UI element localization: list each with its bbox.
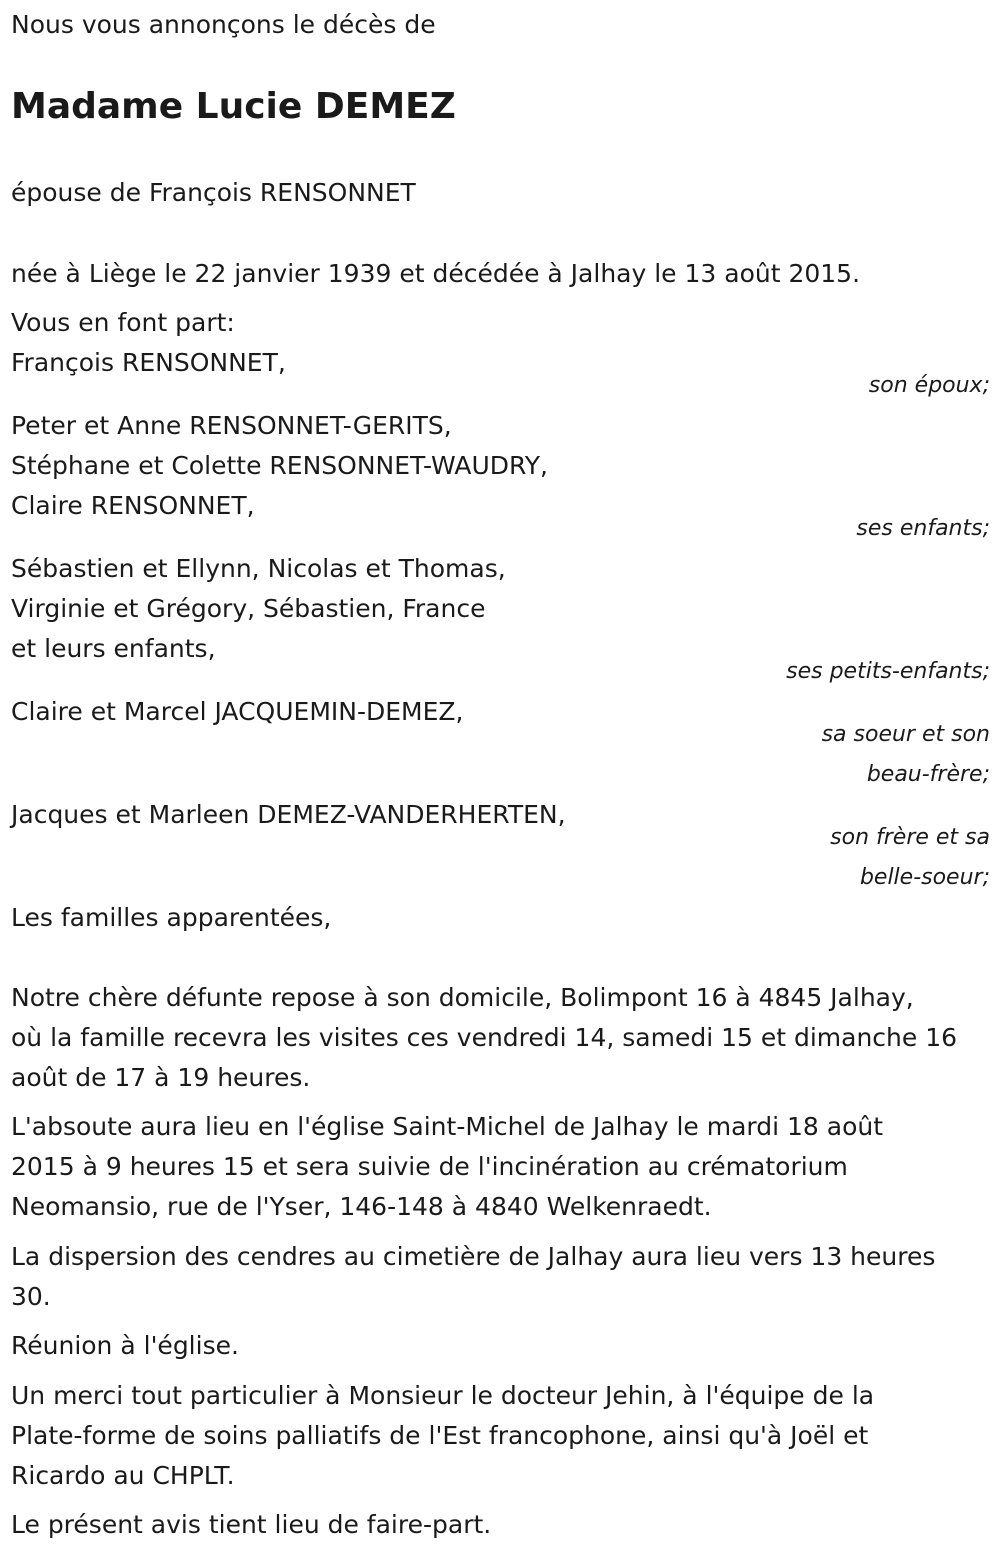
- paragraph-line: Neomansio, rue de l'Yser, 146-148 à 4840 Welkenraedt.: [11, 1192, 712, 1221]
- announcers-intro: Vous en font part:: [11, 308, 235, 337]
- paragraph-line: Le présent avis tient lieu de faire-part.: [11, 1510, 492, 1539]
- family-name-line: François RENSONNET,: [11, 348, 286, 377]
- spouse-line: épouse de François RENSONNET: [11, 178, 416, 207]
- deceased-name: Madame Lucie DEMEZ: [11, 86, 456, 127]
- intro-line: Nous vous annonçons le décès de: [11, 10, 436, 39]
- paragraph-line: 30.: [11, 1282, 51, 1311]
- family-relation: beau-frère;: [866, 762, 990, 787]
- family-relation: sa soeur et son: [821, 722, 990, 747]
- family-name-line: Stéphane et Colette RENSONNET-WAUDRY,: [11, 451, 548, 480]
- family-name-line: Jacques et Marleen DEMEZ-VANDERHERTEN,: [11, 800, 566, 829]
- paragraph-line: Notre chère défunte repose à son domicile, Bolimpont 16 à 4845 Jalhay,: [11, 983, 914, 1012]
- paragraph-line: L'absoute aura lieu en l'église Saint-Michel de Jalhay le mardi 18 août: [11, 1112, 884, 1141]
- family-name-line: Sébastien et Ellynn, Nicolas et Thomas,: [11, 554, 506, 583]
- family-name-line: Claire et Marcel JACQUEMIN-DEMEZ,: [11, 697, 464, 726]
- family-name-line: Les familles apparentées,: [11, 903, 332, 932]
- family-name-line: Peter et Anne RENSONNET-GERITS,: [11, 411, 452, 440]
- paragraph-line: La dispersion des cendres au cimetière de Jalhay aura lieu vers 13 heures: [11, 1242, 936, 1271]
- paragraph-line: où la famille recevra les visites ces vendredi 14, samedi 15 et dimanche 16: [11, 1023, 958, 1052]
- birth-death-line: née à Liège le 22 janvier 1939 et décédée à Jalhay le 13 août 2015.: [11, 259, 861, 288]
- family-relation: son époux;: [868, 373, 990, 398]
- paragraph-line: 2015 à 9 heures 15 et sera suivie de l'incinération au crématorium: [11, 1152, 848, 1181]
- paragraph-line: août de 17 à 19 heures.: [11, 1063, 311, 1092]
- paragraph-line: Plate-forme de soins palliatifs de l'Est francophone, ainsi qu'à Joël et: [11, 1421, 869, 1450]
- family-name-line: et leurs enfants,: [11, 634, 216, 663]
- paragraph-line: Un merci tout particulier à Monsieur le docteur Jehin, à l'équipe de la: [11, 1381, 875, 1410]
- family-name-line: Virginie et Grégory, Sébastien, France: [11, 594, 486, 623]
- family-name-line: Claire RENSONNET,: [11, 491, 255, 520]
- family-relation: ses petits-enfants;: [786, 659, 990, 684]
- paragraph-line: Réunion à l'église.: [11, 1331, 239, 1360]
- family-relation: belle-soeur;: [859, 865, 990, 890]
- family-relation: son frère et sa: [830, 825, 990, 850]
- paragraph-line: Ricardo au CHPLT.: [11, 1461, 235, 1490]
- family-relation: ses enfants;: [856, 516, 990, 541]
